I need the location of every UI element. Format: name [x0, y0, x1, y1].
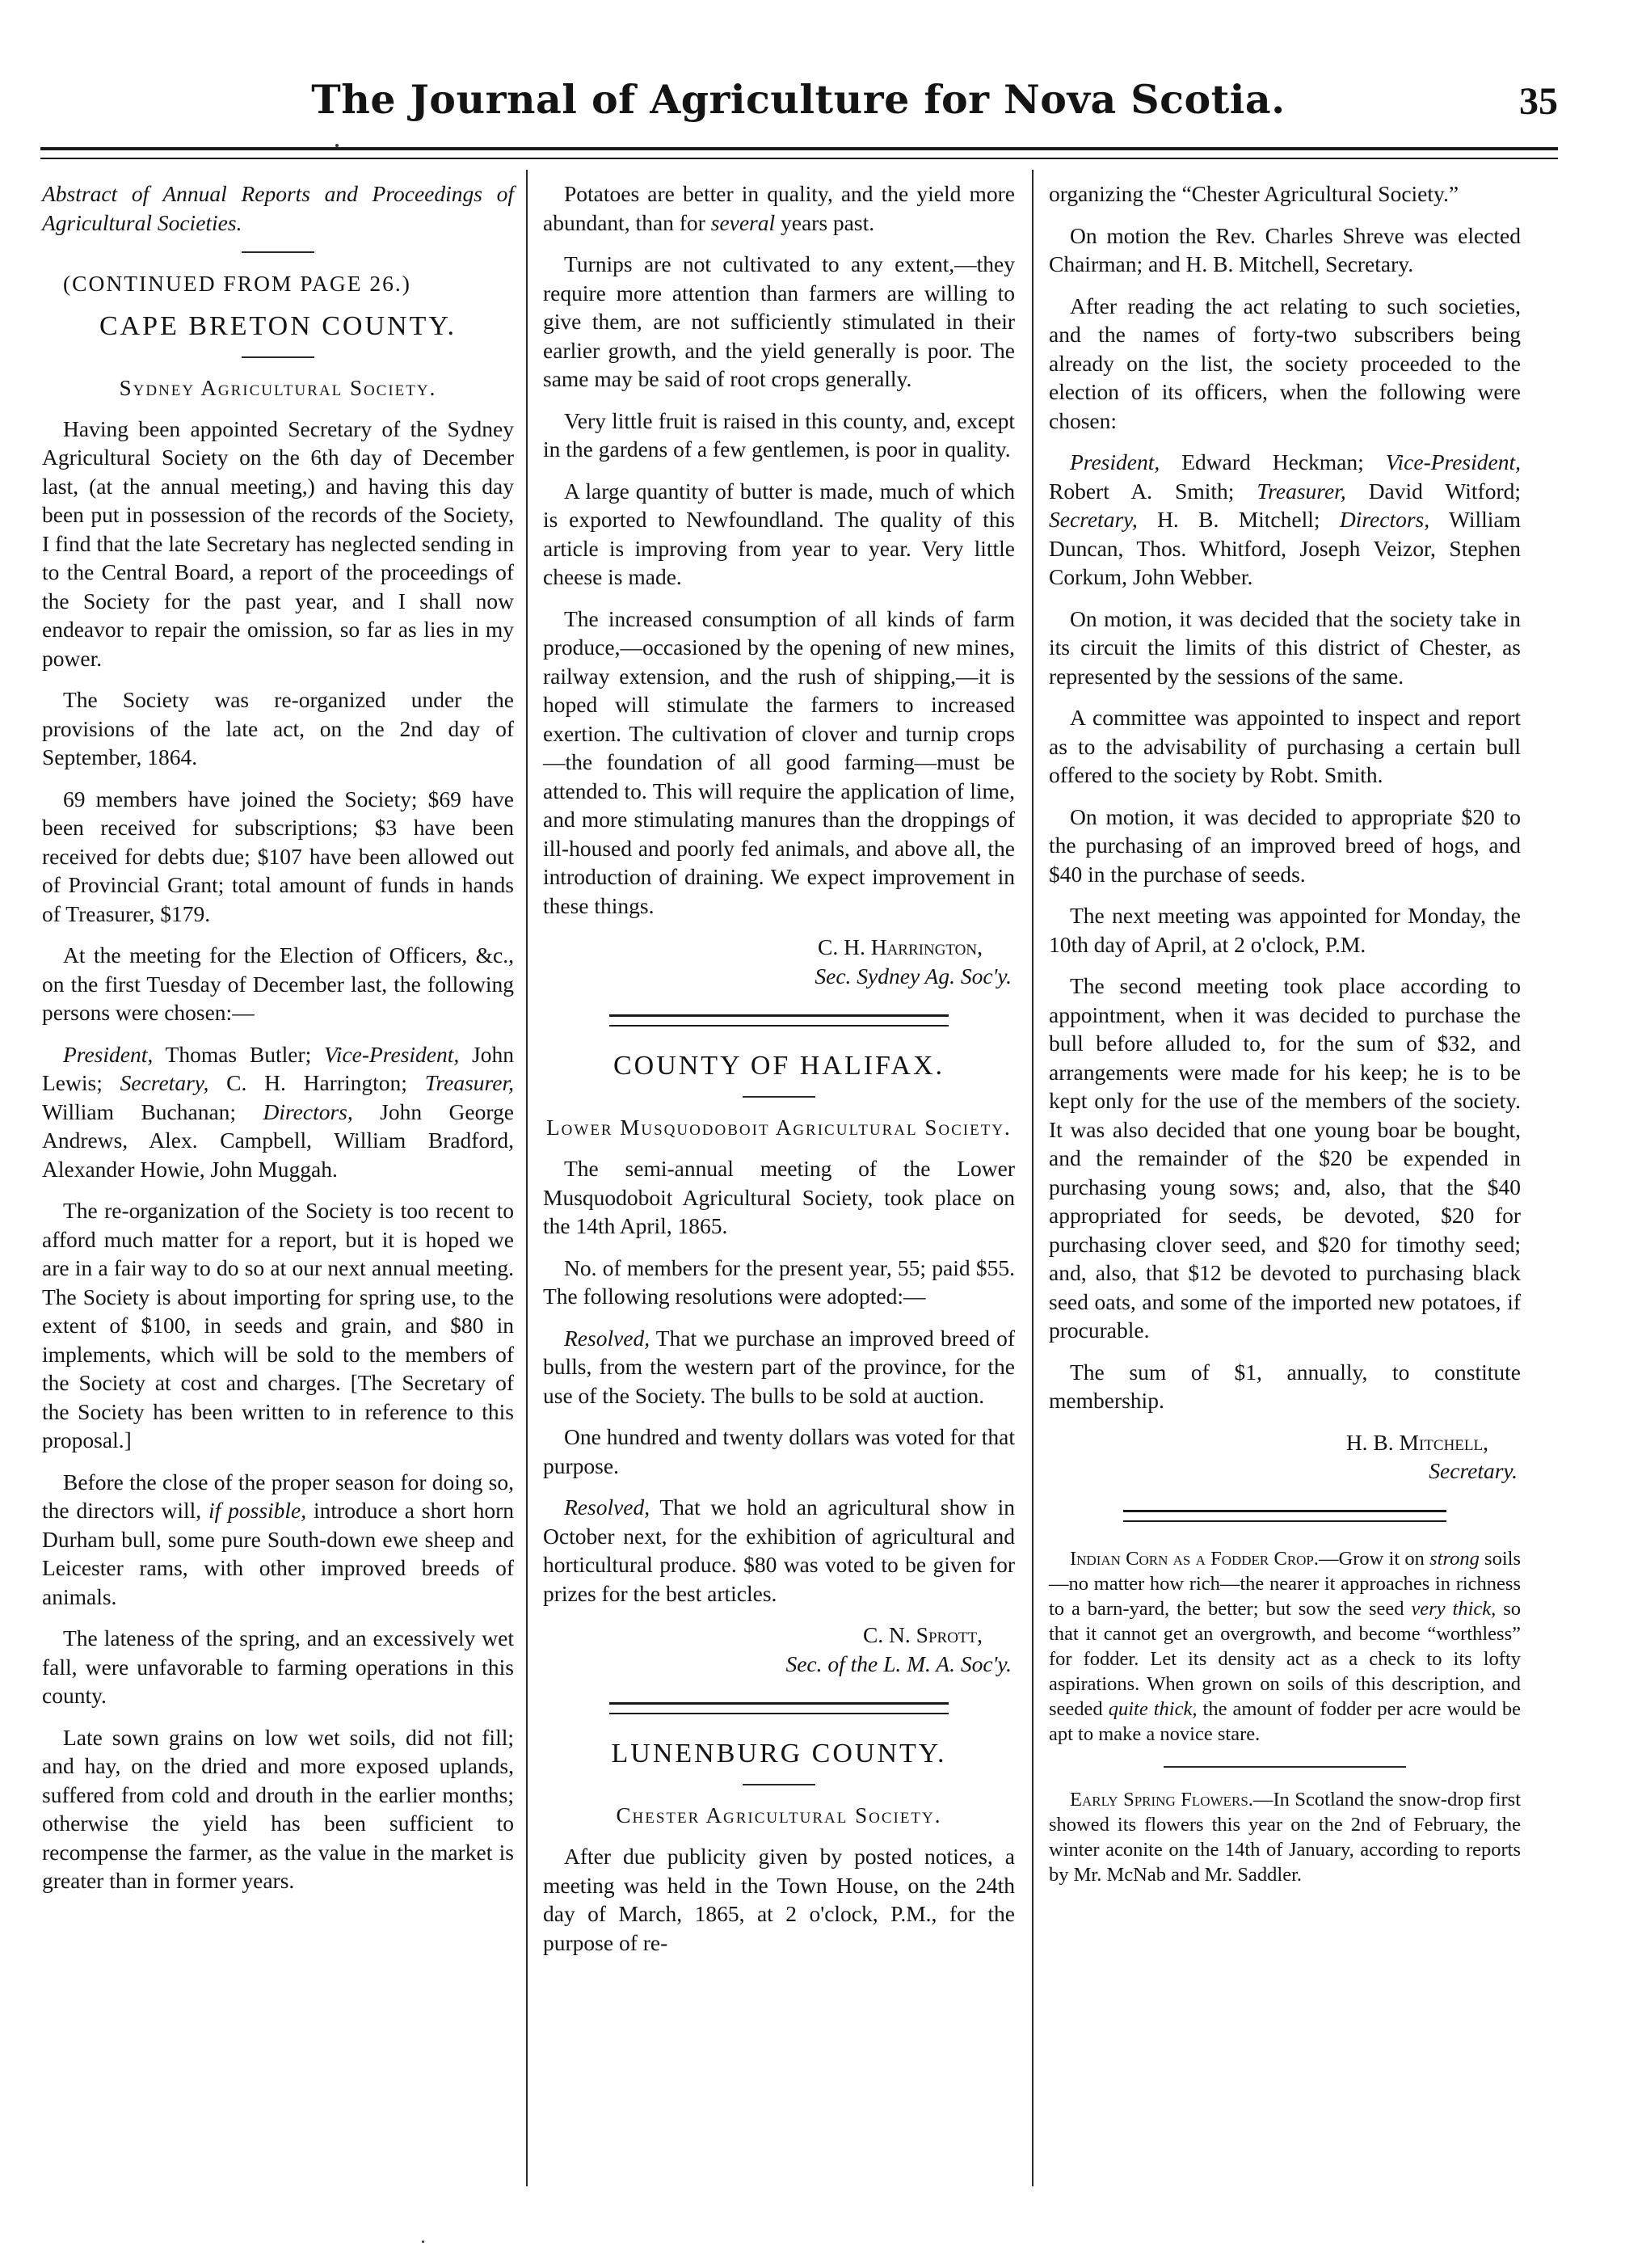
paragraph — [543, 1493, 1015, 1608]
paragraph: The Society was re-organized under the provisions of the late act, on the 2nd day of September, 1864. — [42, 687, 514, 769]
signature-title: Sec. of the L. M. A. Soc'y. — [785, 1650, 1012, 1676]
text-run: —In Scotland the snow-drop first showed its flowers this year on the 2nd of February, the winter aconite on the 14th of January, according to reports by Mr. McNab and Mr. Saddler. — [1049, 1788, 1522, 1886]
running-title: The Journal of Agriculture for Nova Scotia. — [311, 76, 1286, 123]
text-run: —Grow it on — [1319, 1547, 1430, 1570]
text-run: introduce a short horn Durham bull, some pure South-down ewe sheep and Leicester rams, with other improved breeds of animals. — [42, 1498, 515, 1609]
text-run: That we purchase an improved breed of bulls, from the western part of the province, for the use of the Society. The bulls to be sold at auction. — [543, 1325, 1015, 1408]
header-rule-thick — [40, 147, 1558, 150]
note-heading: Indian Corn as a Fodder Crop. — [1070, 1547, 1320, 1570]
paragraph: On motion, it was decided to appropriate $20 to the purchasing of an improved breed of hogs, and $40 in the purchase of seeds. — [1049, 803, 1521, 887]
signature-line — [543, 1621, 1015, 1650]
column-2 — [543, 179, 1015, 1970]
label-president: President, — [63, 1041, 154, 1067]
signature-name: C. H. Harrington, — [818, 934, 983, 959]
italic-phrase: very thick, — [1411, 1597, 1497, 1620]
signature-title: Sec. Sydney Ag. Soc'y. — [815, 963, 1012, 989]
signature-line — [543, 933, 1015, 962]
section-rule-thin — [1123, 1520, 1446, 1522]
italic-phrase: several — [710, 209, 776, 235]
paragraph — [42, 1468, 514, 1612]
county-heading-lunenburg: LUNENBURG COUNTY. — [611, 1739, 947, 1768]
label-vice-president: Vice-President, — [1385, 449, 1521, 474]
label-secretary: Secretary, — [120, 1070, 209, 1095]
italic-phrase: quite thick, — [1108, 1697, 1198, 1720]
paragraph: Turnips are not cultivated to any extent,—they require more attention than farmers are willing to give them, are not sufficiently stimulated in their earlier growth, and the yield generally is poor. The same may be said of root crops generally. — [543, 251, 1015, 391]
society-heading-musquodoboit: Lower Musquodoboit Agricultural Society. — [546, 1115, 1012, 1140]
paragraph: The next meeting was appointed for Monday, the 10th day of April, at 2 o'clock, P.M. — [1049, 903, 1521, 957]
section-rule-thick — [609, 1702, 949, 1705]
page-header — [39, 71, 1558, 136]
column-1 — [42, 179, 514, 1908]
section-rule-thick — [609, 1014, 949, 1017]
print-speck — [335, 144, 339, 147]
note-spring-flowers — [1049, 1787, 1521, 1887]
signature-title: Secretary. — [1429, 1458, 1518, 1483]
text-run: years past. — [775, 209, 875, 235]
header-rule-thin — [40, 158, 1558, 159]
section-rule — [743, 1784, 815, 1785]
label-secretary: Secretary, — [1049, 507, 1138, 532]
paragraph: Very little fruit is raised in this county, and, except in the gardens of a few gentlemen, is poor in quality. — [543, 407, 1015, 462]
signature-name: H. B. Mitchell, — [1345, 1429, 1488, 1455]
label-treasurer: Treasurer, — [424, 1070, 514, 1095]
names-directors: John George Andrews, Alex. Campbell, William Bradford, Alexander Howie, John Muggah. — [42, 1098, 514, 1182]
label-resolved: Resolved, — [564, 1325, 650, 1351]
text-run: the amount of fodder per acre would be apt to make a novice stare. — [1049, 1697, 1521, 1745]
paragraph: No. of members for the present year, 55; paid $55. The following resolutions were adopted:— — [543, 1254, 1015, 1309]
column-separator-1 — [526, 170, 528, 2186]
text-run: That we hold an agricultural show in October next, for the exhibition of agricultural and horticultural produce. $80 was voted to be given for prizes for the best articles. — [543, 1494, 1015, 1606]
label-president: President, — [1070, 449, 1160, 474]
society-heading-chester: Chester Agricultural Society. — [616, 1803, 942, 1827]
section-rule — [1164, 1766, 1406, 1768]
abstract-title: Abstract of Annual Reports and Proceedings of Agricultural Societies. — [42, 181, 514, 235]
paragraph: The increased consumption of all kinds of farm produce,—occasioned by the opening of new mines, railway extension, and the rush of shipping,—it is hoped will stimulate the farmers to increased exertion. The cultivation of clover and turnip crops—the foundation of all good farming—must be attended to. This will require the application of lime, and more stimulating manures than the droppings of ill-housed and poorly fed animals, and above all, the introduction of draining. We expect improvement in these things. — [543, 605, 1015, 918]
text-run: soils—no matter how rich—the nearer it approaches in richness to a barn-yard, the better; but sow the seed — [1049, 1547, 1521, 1620]
column-separator-2 — [1032, 170, 1034, 2186]
name-secretary: H. B. Mitchell; — [1137, 507, 1340, 532]
officers-paragraph — [1049, 448, 1521, 592]
continued-note: (CONTINUED FROM PAGE 26.) — [63, 271, 411, 296]
paragraph — [543, 179, 1015, 237]
name-president: Edward Heckman; — [1160, 449, 1386, 474]
paragraph: One hundred and twenty dollars was voted for that purpose. — [543, 1424, 1015, 1478]
paragraph: After reading the act relating to such societies, and the names of forty-two subscribers being already on the list, the society proceeded to the election of its officers, when the following were chosen: — [1049, 293, 1521, 433]
paragraph: 69 members have joined the Society; $69 have been received for subscriptions; $3 have been received for debts due; $107 have been allowed out of Provincial Grant; total amount of funds in hands of Treasurer, $179. — [42, 786, 514, 926]
officers-paragraph — [42, 1040, 514, 1184]
note-indian-corn — [1049, 1546, 1521, 1747]
column-3 — [1049, 179, 1521, 1900]
label-treasurer: Treasurer, — [1257, 478, 1346, 504]
paragraph: The sum of $1, annually, to constitute membership. — [1049, 1359, 1521, 1413]
italic-phrase: strong — [1429, 1547, 1480, 1570]
signature-line — [1049, 1428, 1521, 1457]
text-run: so that it cannot get an overgrowth, and become “worthless” for fodder. Let its density act as a check to its lofty aspirations. When grown on soils of this description, and seeded — [1049, 1597, 1521, 1720]
paragraph: The second meeting took place according to appointment, when it was decided to purchase the bull before alluded to, for the sum of $32, and arrangements were made for his keep; he is to be kept only for the use of the members of the society. It was also decided that one young boar be bought, and the remainder of the $20 be expended in purchasing young sows; and, also, that the $40 appropriated for seeds, be devoted, $20 for purchasing clover seed, and $20 for timothy seed; and, also, that $12 be devoted to purchasing black seed oats, and some of the imported new potatoes, if procurable. — [1049, 973, 1521, 1343]
section-rule — [242, 251, 314, 253]
label-directors: Directors, — [1339, 507, 1430, 532]
paragraph: Late sown grains on low wet soils, did not fill; and hay, on the dried and more exposed uplands, suffered from cold and drouth in the earlier months; otherwise the yield has been sufficient to recompense the farmer, as the value in the market is greater than in former years. — [42, 1724, 514, 1893]
section-rule-thin — [609, 1025, 949, 1027]
paragraph: On motion, it was decided that the society take in its circuit the limits of this district of Chester, as represented by the sessions of the same. — [1049, 605, 1521, 689]
county-heading-halifax: COUNTY OF HALIFAX. — [613, 1051, 945, 1081]
signature-line — [543, 1650, 1015, 1679]
label-vice-president: Vice-President, — [324, 1041, 460, 1067]
paragraph: The lateness of the spring, and an excessively wet fall, were unfavorable to farming operations in this county. — [42, 1625, 514, 1708]
note-heading: Early Spring Flowers. — [1070, 1788, 1253, 1811]
paragraph: organizing the “Chester Agricultural Society.” — [1049, 181, 1459, 206]
text-run: Before the close of the proper season for doing so, the directors will, — [42, 1469, 514, 1523]
section-rule — [242, 356, 314, 358]
paragraph: The re-organization of the Society is too recent to afford much matter for a report, but it is hoped we are in a fair way to do so at our next annual meeting. The Society is about importing for spring use, to the extent of $100, in seeds and grain, and $80 in implements, which will be sold to the members of the Society at cost and charges. [The Secretary of the Society has been written to in reference to this proposal.] — [42, 1198, 514, 1452]
name-secretary: C. H. Harrington; — [208, 1070, 425, 1095]
section-rule-thin — [609, 1713, 949, 1714]
paragraph: After due publicity given by posted notices, a meeting was held in the Town House, on the 24th day of March, 1865, at 2 o'clock, P.M., for the purpose of re- — [543, 1844, 1015, 1955]
name-treasurer: William Buchanan; — [42, 1098, 263, 1124]
page-number: 35 — [1519, 80, 1558, 123]
label-resolved: Resolved, — [564, 1494, 650, 1520]
paragraph: Having been appointed Secretary of the Sydney Agricultural Society on the 6th day of December last, (at the annual meeting,) and having this day been put in possession of the records of the Society, I find that the late Secretary has neglected sending in to the Central Board, a report of the proceedings of the Society for the past year, and I shall now endeavor to repair the omission, so far as lies in my power. — [42, 415, 514, 671]
signature-line — [1049, 1456, 1521, 1486]
county-heading-cape-breton: CAPE BRETON COUNTY. — [99, 310, 457, 341]
signature-line — [543, 962, 1015, 991]
paragraph: A committee was appointed to inspect and report as to the advisability of purchasing a certain bull offered to the society by Robt. Smith. — [1049, 705, 1521, 787]
society-heading-sydney: Sydney Agricultural Society. — [119, 375, 437, 400]
name-vice-president: John Lewis; — [42, 1041, 514, 1095]
name-president: Thomas Butler; — [153, 1041, 325, 1067]
paragraph: The semi-annual meeting of the Lower Musquodoboit Agricultural Society, took place on the 14th April, 1865. — [543, 1156, 1015, 1238]
paragraph: A large quantity of butter is made, much of which is exported to Newfoundland. The quality of this article is improving from year to year. Very little cheese is made. — [543, 478, 1015, 589]
signature-name: C. N. Sprott, — [862, 1622, 983, 1647]
print-speck — [422, 2241, 424, 2243]
paragraph — [543, 1324, 1015, 1410]
name-treasurer: David Witford; — [1345, 478, 1521, 504]
name-vice-president: Robert A. Smith; — [1049, 478, 1257, 504]
text-run: Potatoes are better in quality, and the yield more abundant, than for — [543, 181, 1015, 235]
label-directors: Directors, — [263, 1098, 353, 1124]
paragraph: On motion the Rev. Charles Shreve was elected Chairman; and H. B. Mitchell, Secretary. — [1049, 222, 1521, 276]
section-rule-thick — [1123, 1510, 1446, 1512]
names-directors: William Duncan, Thos. Whitford, Joseph Veizor, Stephen Corkum, John Webber. — [1049, 507, 1521, 589]
paragraph: At the meeting for the Election of Officers, &c., on the first Tuesday of December last, the following persons were chosen:— — [42, 942, 514, 1025]
italic-phrase: if possible, — [208, 1498, 307, 1523]
section-rule — [743, 1096, 815, 1098]
